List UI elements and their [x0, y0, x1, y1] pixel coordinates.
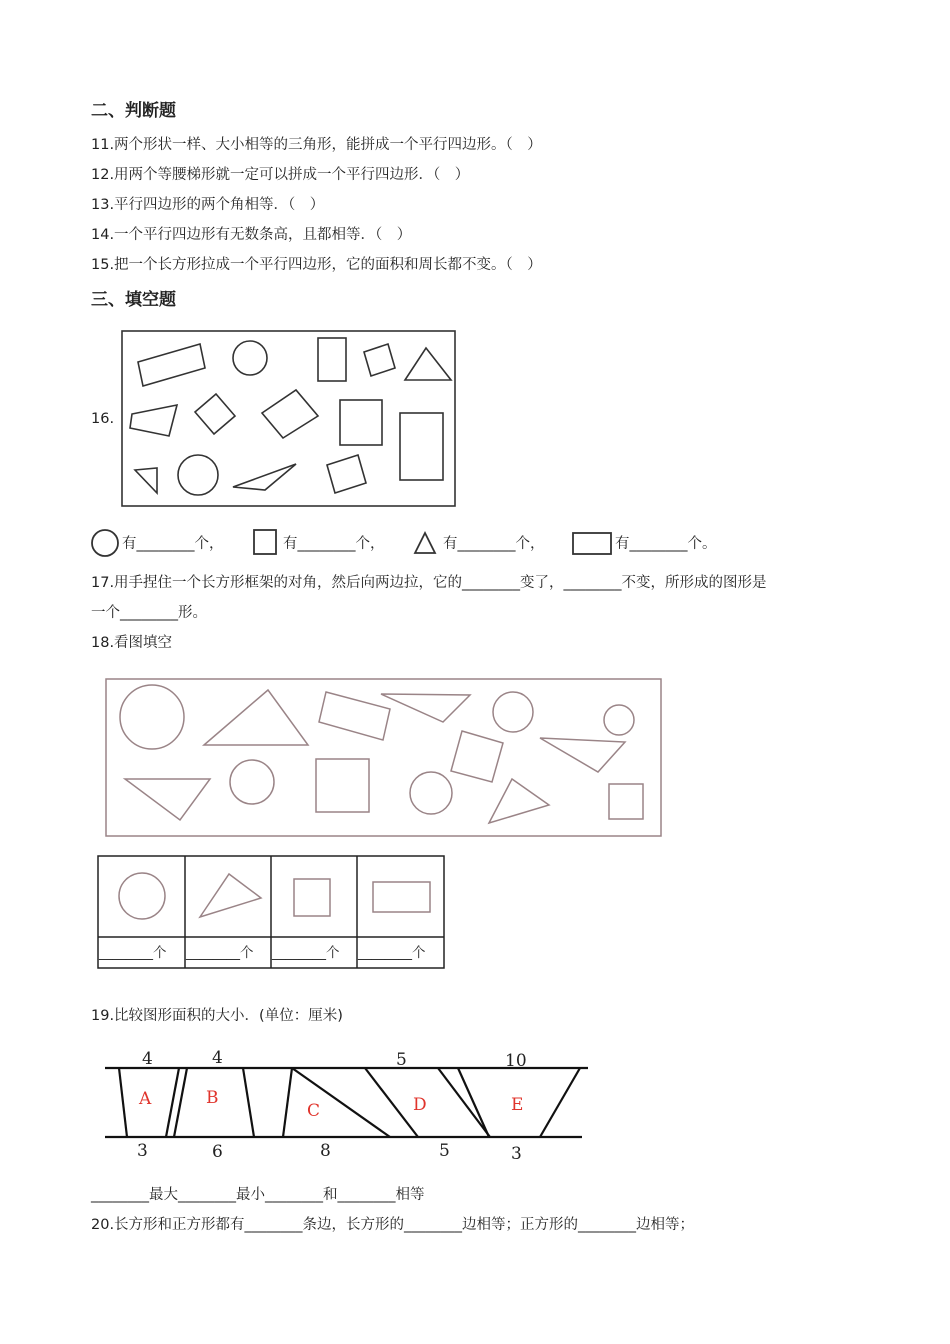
bottom-number-b: 6 [212, 1142, 223, 1162]
top-number-e: 10 [505, 1051, 527, 1071]
question-16-number: 16. [91, 411, 115, 427]
question-15: 15.把一个长方形拉成一个平行四边形，它的面积和周长都不变。（ ） [91, 257, 542, 273]
question-14: 14.一个平行四边形有无数条高，且都相等．（ ） [91, 227, 412, 243]
top-number-b: 4 [212, 1048, 223, 1068]
table-cell-circle-answer: ________个 [99, 945, 167, 961]
shape-label-e: E [511, 1095, 524, 1115]
answer-rectangle-count: 有________个。 [615, 536, 717, 552]
question-19-answer-line: ________最大________最小________和________相等 [91, 1187, 425, 1203]
question-12: 12.用两个等腰梯形就一定可以拼成一个平行四边形．（ ） [91, 167, 470, 183]
question-18-title: 18.看图填空 [91, 635, 173, 651]
table-cell-square-answer: ________个 [272, 945, 340, 961]
top-number-d: 5 [396, 1050, 407, 1070]
bottom-number-e: 3 [511, 1144, 522, 1164]
table-cell-triangle-answer: ________个 [186, 945, 254, 961]
question-19-title: 19.比较图形面积的大小．(单位：厘米) [91, 1008, 343, 1024]
question-13: 13.平行四边形的两个角相等．（ ） [91, 197, 325, 213]
answer-square-count: 有________个， [283, 536, 385, 552]
shape-label-d: D [413, 1095, 427, 1115]
question-17-line1: 17.用手捏住一个长方形框架的对角，然后向两边拉，它的________变了，________不变，所形成的图形是 [91, 575, 767, 591]
question-17-line2: 一个________形。 [91, 605, 207, 621]
answer-triangle-count: 有________个， [443, 536, 545, 552]
shape-label-a: A [139, 1089, 152, 1109]
table-cell-rectangle-answer: ________个 [358, 945, 426, 961]
section-heading-fill-blank: 三、填空题 [91, 290, 176, 310]
bottom-number-d: 5 [439, 1141, 450, 1161]
shape-label-c: C [307, 1101, 321, 1121]
answer-circle-count: 有________个， [122, 536, 224, 552]
question-20: 20.长方形和正方形都有________条边，长方形的________边相等；正方形的________边相等； [91, 1217, 695, 1233]
section-heading-judgment: 二、判断题 [91, 101, 176, 121]
top-number-a: 4 [142, 1049, 153, 1069]
bottom-number-c: 8 [320, 1141, 331, 1161]
question-11: 11.两个形状一样、大小相等的三角形，能拼成一个平行四边形。（ ） [91, 137, 542, 153]
bottom-number-a: 3 [137, 1141, 148, 1161]
shape-label-b: B [206, 1088, 219, 1108]
